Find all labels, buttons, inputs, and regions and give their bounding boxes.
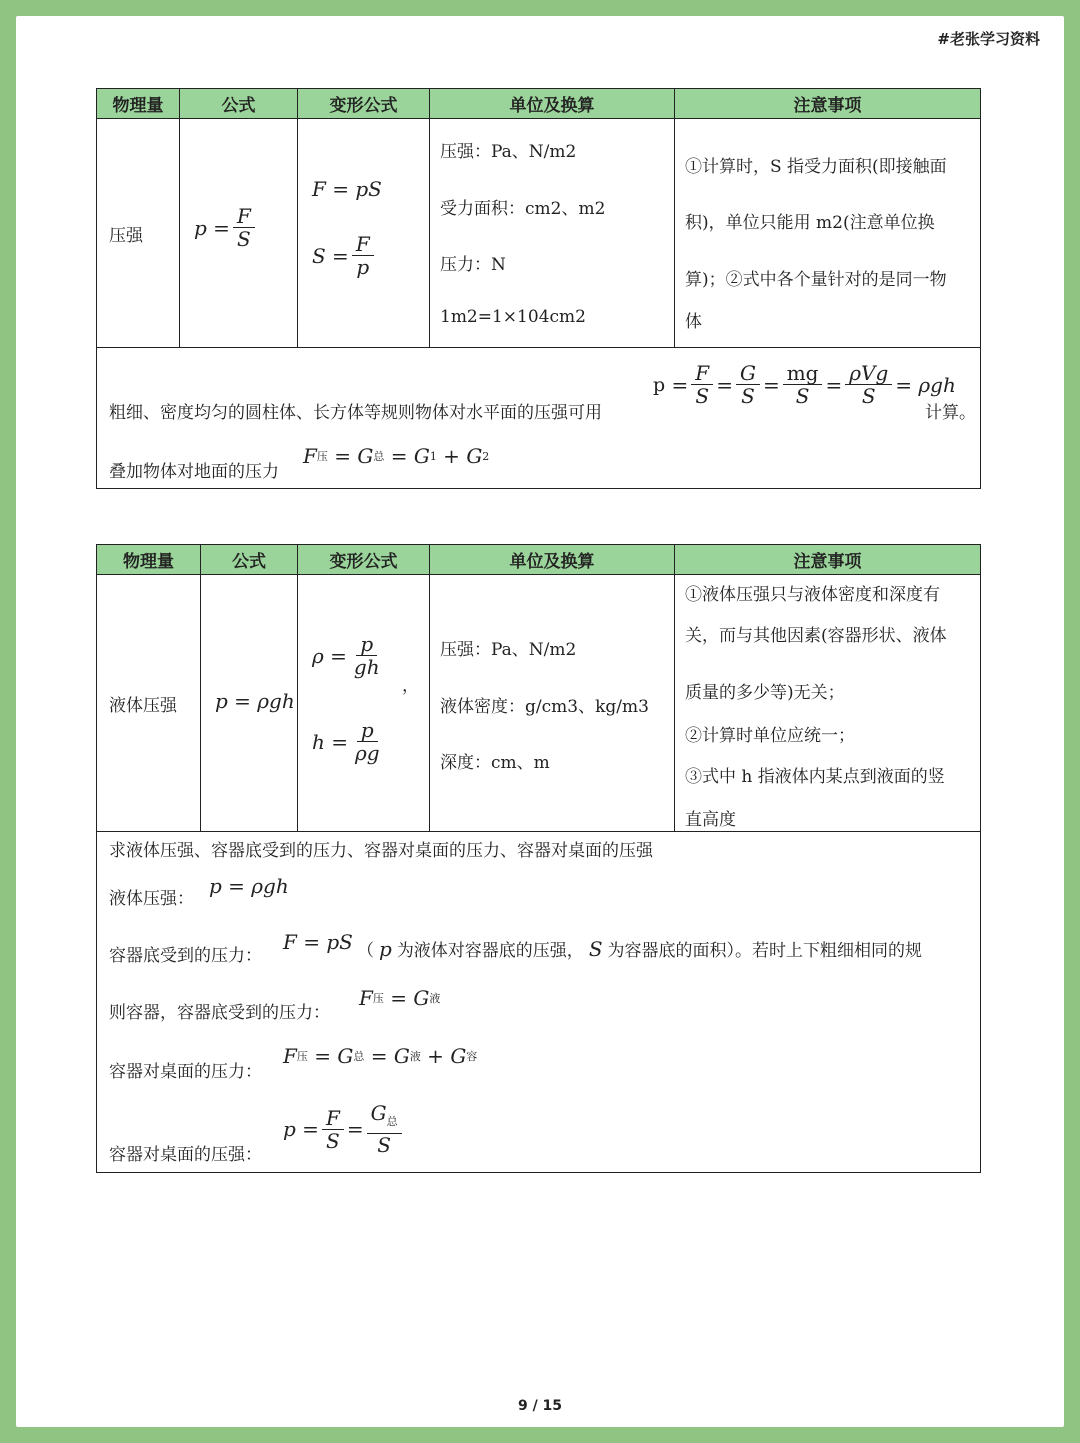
notes-cell bbox=[675, 575, 980, 831]
page-number: 9 / 15 bbox=[517, 1398, 563, 1414]
footnote-title: 求液体压强、容器底受到的压力、容器对桌面的压力、容器对桌面的压强 bbox=[109, 841, 653, 861]
note-line: ①计算时，S 指受力面积(即接触面 bbox=[685, 157, 947, 177]
quantity-cell bbox=[97, 119, 180, 347]
table-footnote bbox=[97, 832, 980, 1172]
pressure-table bbox=[96, 88, 981, 489]
unit-line: 深度：cm、m bbox=[440, 753, 550, 773]
table-pressure-label: 容器对桌面的压强： bbox=[109, 1145, 262, 1165]
formula-regular-solid-pressure: p = $\frac{F}{S}$ = $\frac{G}{S}$ = $\frac{mg}{S}$ = $\frac{\text{ρVg}}{S}$ = ρgh bbox=[653, 361, 956, 408]
table-header bbox=[97, 89, 980, 119]
liquid-pressure-table bbox=[96, 544, 981, 1173]
liquid-pressure-label: 液体压强： bbox=[109, 889, 194, 909]
header-units: 单位及换算 bbox=[430, 545, 675, 574]
note-line: 体 bbox=[685, 312, 702, 332]
note-line: 直高度 bbox=[685, 810, 736, 830]
symbol-s: S bbox=[588, 937, 603, 961]
quantity-label: 液体压强 bbox=[109, 695, 177, 716]
header-quantity: 物理量 bbox=[97, 89, 180, 118]
header-notes: 注意事项 bbox=[793, 552, 862, 572]
unit-line: 液体密度：g/cm3、kg/m3 bbox=[440, 697, 649, 717]
table-row bbox=[97, 119, 980, 348]
formula-p-eq-rho-g-h: p = ρgh bbox=[215, 689, 295, 713]
formula-stacked-force: F 压 = G 总 = G 1 + G 2 bbox=[303, 444, 490, 468]
header-units: 单位及换算 bbox=[430, 89, 675, 118]
formula-regular-container-force: F 压 = G 液 bbox=[359, 986, 441, 1010]
header-quantity: 物理量 bbox=[97, 545, 201, 574]
formula-table-force: F 压 = G 总 = G 液 + G 容 bbox=[283, 1044, 478, 1068]
note-line: 关，而与其他因素(容器形状、液体 bbox=[685, 626, 947, 646]
header-derived-formula: 变形公式 bbox=[298, 545, 430, 574]
units-cell bbox=[430, 119, 675, 347]
table-header bbox=[97, 545, 980, 575]
header-notes: 注意事项 bbox=[793, 96, 862, 116]
unit-line: 压强：Pa、N/m2 bbox=[440, 640, 577, 660]
note-line: 算)；②式中各个量针对的是同一物 bbox=[685, 270, 947, 290]
unit-line: 压力：N bbox=[440, 255, 506, 275]
regular-container-text: 则容器，容器底受到的压力： bbox=[109, 1003, 330, 1023]
header-derived-formula: 变形公式 bbox=[298, 89, 430, 118]
regular-solid-text: 粗细、密度均匀的圆柱体、长方体等规则物体对水平面的压强可用 bbox=[109, 403, 602, 423]
formula-p-eq-f-over-s: p = $\frac{F}{S}$ bbox=[194, 205, 258, 250]
notes-cell bbox=[675, 119, 980, 347]
formula-rho-eq-p-over-gh: ρ = $\frac{p}{gh}$ bbox=[312, 632, 380, 679]
symbol-p: p bbox=[379, 937, 392, 961]
unit-line: 受力面积：cm2、m2 bbox=[440, 199, 606, 219]
note-line: 质量的多少等)无关； bbox=[685, 683, 845, 703]
regular-solid-suffix: 计算。 bbox=[925, 403, 976, 423]
formula-f-eq-ps: F = pS bbox=[312, 177, 382, 201]
derived-formula-cell bbox=[298, 119, 430, 347]
note-line: 积)，单位只能用 m2(注意单位换 bbox=[685, 213, 935, 233]
header-formula: 公式 bbox=[180, 89, 298, 118]
bottom-force-note: （ p 为液体对容器底的压强， S 为容器底的面积）。若时上下粗细相同的规 bbox=[357, 937, 923, 961]
unit-line: 1m2=1×104cm2 bbox=[440, 307, 586, 327]
bottom-force-label: 容器底受到的压力： bbox=[109, 946, 262, 966]
formula-bottom-force: F = pS bbox=[283, 930, 353, 954]
formula-s-eq-f-over-p: S = $\frac{F}{p}$ bbox=[312, 233, 377, 278]
header-formula: 公式 bbox=[201, 545, 298, 574]
table-force-label: 容器对桌面的压力： bbox=[109, 1062, 262, 1082]
note-line: ②计算时单位应统一； bbox=[685, 726, 855, 746]
note-line: ③式中 h 指液体内某点到液面的竖 bbox=[685, 767, 945, 787]
comma: ， bbox=[402, 676, 419, 696]
formula-cell bbox=[201, 575, 298, 831]
table-footnote bbox=[97, 348, 980, 488]
unit-line: 压强：Pa、N/m2 bbox=[440, 142, 577, 162]
quantity-cell bbox=[97, 575, 201, 831]
stacked-force-text: 叠加物体对地面的压力 bbox=[109, 462, 279, 482]
formula-liquid-pressure: p = ρgh bbox=[209, 874, 289, 898]
formula-h-eq-p-over-rho-g: h = $\frac{p}{\rho g}$ bbox=[312, 718, 380, 765]
note-line: ①液体压强只与液体密度和深度有 bbox=[685, 585, 940, 605]
quantity-label: 压强 bbox=[109, 225, 143, 246]
table-row bbox=[97, 575, 980, 832]
formula-cell bbox=[180, 119, 298, 347]
watermark: #老张学习资料 bbox=[937, 30, 1040, 48]
units-cell bbox=[430, 575, 675, 831]
page bbox=[16, 16, 1064, 1427]
formula-table-pressure: p = $\frac{F}{S}$ = $\frac{G_总}{S}$ bbox=[283, 1102, 405, 1156]
derived-formula-cell bbox=[298, 575, 430, 831]
